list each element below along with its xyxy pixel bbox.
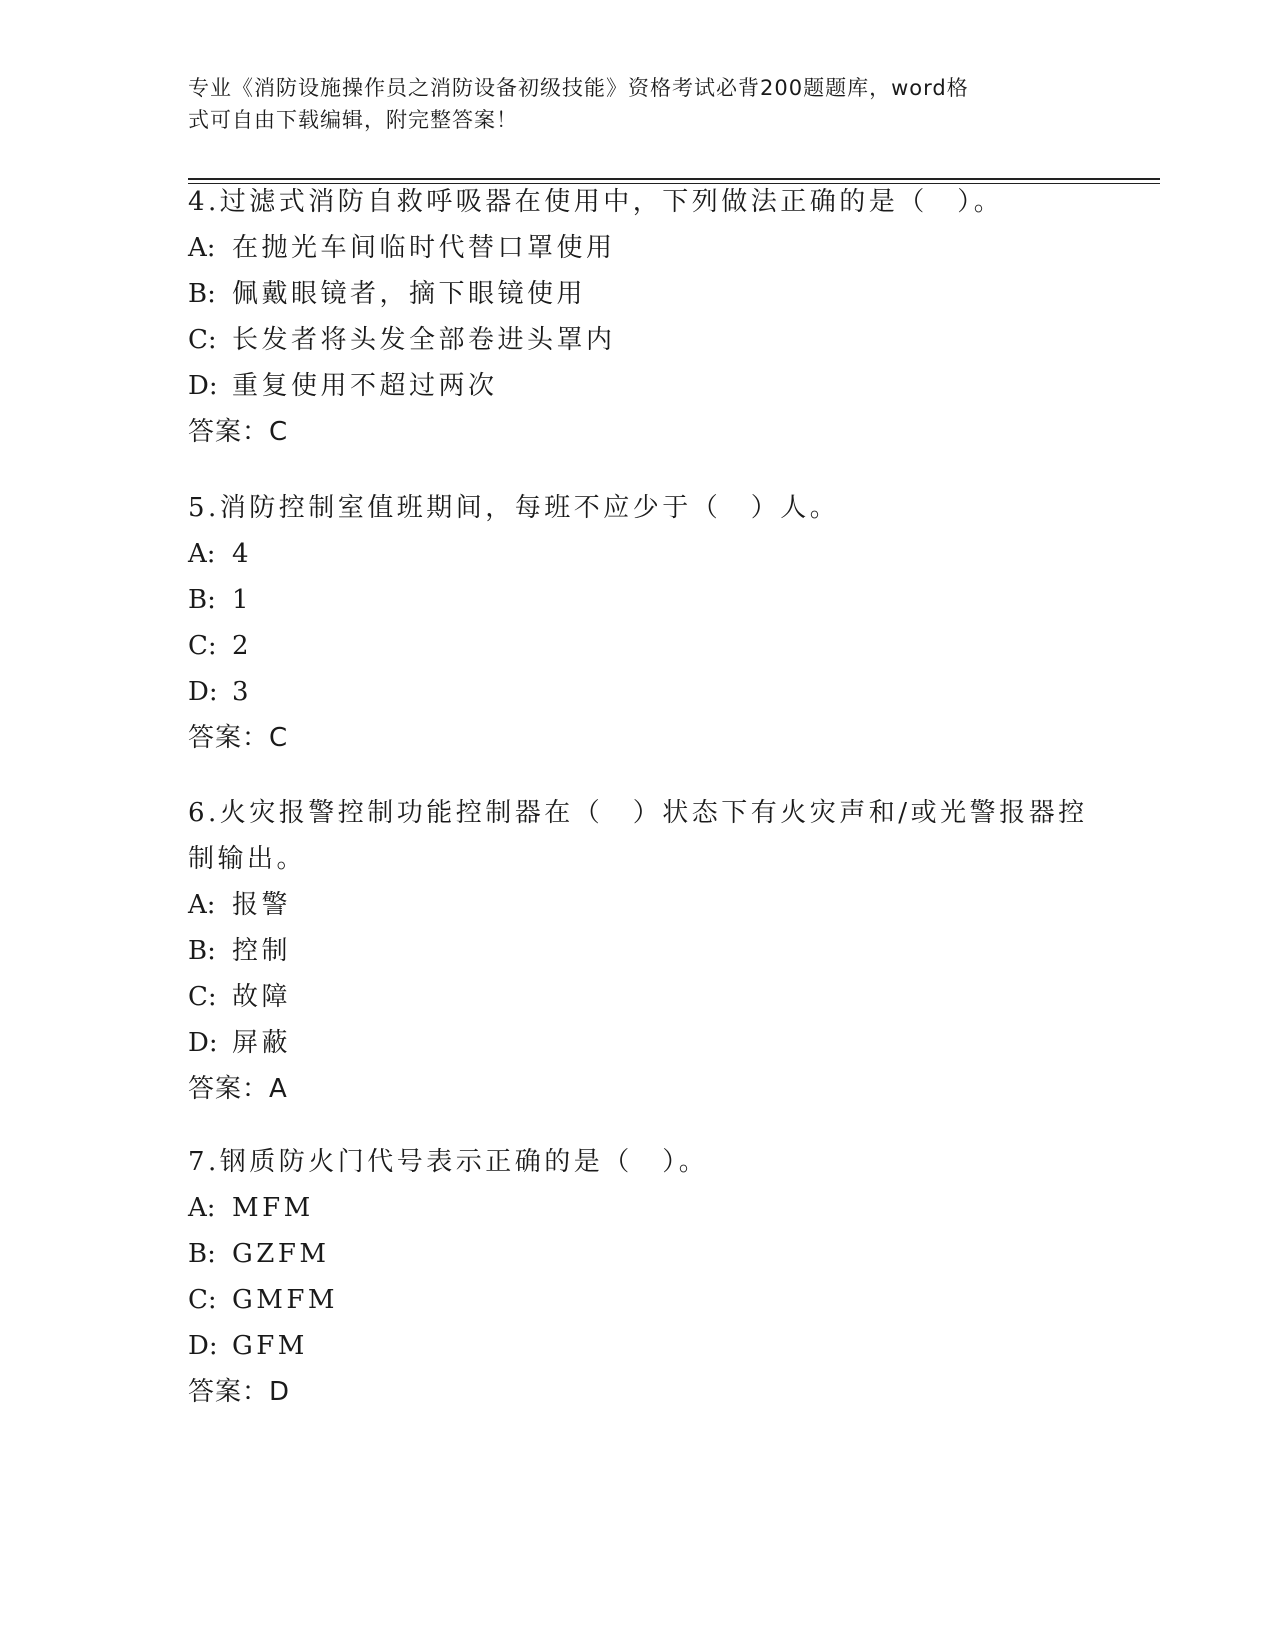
option-text: 佩戴眼镜者，摘下眼镜使用 [232,279,587,309]
option-d [188,1323,1088,1369]
option-label: D: [188,1028,218,1058]
option-a [188,531,1088,577]
option-c [188,1277,1088,1323]
document-header [188,72,1068,136]
option-label: A: [188,233,216,263]
option-text: 长发者将头发全部卷进头罩内 [232,325,616,355]
question-stem: 5.消防控制室值班期间，每班不应少于（ ）人。 [188,493,840,523]
option-text: GZFM [232,1239,330,1269]
question-stem: 7.钢质防火门代号表示正确的是（ ）。 [188,1147,709,1177]
option-label: C: [188,631,217,661]
option-label: B: [188,585,216,615]
option-text: 在抛光车间临时代替口罩使用 [232,233,616,263]
option-label: A: [188,539,216,569]
question-4 [188,179,1088,455]
option-d [188,1020,1088,1066]
header-line-2: 式可自由下载编辑，附完整答案！ [188,108,518,132]
answer-line: 答案：C [188,417,289,447]
question-6 [188,790,1088,1112]
option-text: 重复使用不超过两次 [232,371,498,401]
option-label: D: [188,677,218,707]
option-label: C: [188,1285,217,1315]
option-text: MFM [232,1193,314,1223]
option-label: A: [188,890,216,920]
option-b [188,577,1088,623]
answer-line: 答案：D [188,1377,291,1407]
answer-line: 答案：C [188,723,289,753]
question-stem: 4.过滤式消防自救呼吸器在使用中，下列做法正确的是（ ）。 [188,187,1004,217]
option-c [188,974,1088,1020]
option-text: 控制 [232,936,292,966]
option-text: 报警 [232,890,292,920]
option-d [188,363,1088,409]
option-c [188,317,1088,363]
question-stem-line-1: 6.火灾报警控制功能控制器在（ ）状态下有火灾声和/或光警报器控 [188,798,1088,828]
option-b [188,1231,1088,1277]
option-text: 1 [232,585,253,615]
option-text: GFM [232,1331,308,1361]
option-label: D: [188,371,218,401]
option-label: D: [188,1331,218,1361]
option-text: 故障 [232,982,292,1012]
option-a [188,882,1088,928]
option-label: B: [188,279,216,309]
option-a [188,1185,1088,1231]
option-text: 2 [232,631,253,661]
question-stem-line-2: 制输出。 [188,844,307,874]
option-text: 3 [232,677,253,707]
question-7 [188,1139,1088,1415]
question-5 [188,485,1088,761]
option-text: 屏蔽 [232,1028,292,1058]
option-label: A: [188,1193,216,1223]
answer-line: 答案：A [188,1074,288,1104]
option-d [188,669,1088,715]
option-a [188,225,1088,271]
option-label: B: [188,1239,216,1269]
option-label: B: [188,936,216,966]
option-text: 4 [232,539,253,569]
option-text: GMFM [232,1285,339,1315]
option-b [188,271,1088,317]
header-line-1: 专业《消防设施操作员之消防设备初级技能》资格考试必背200题题库，word格 [188,76,969,100]
option-label: C: [188,982,217,1012]
option-c [188,623,1088,669]
option-b [188,928,1088,974]
option-label: C: [188,325,217,355]
